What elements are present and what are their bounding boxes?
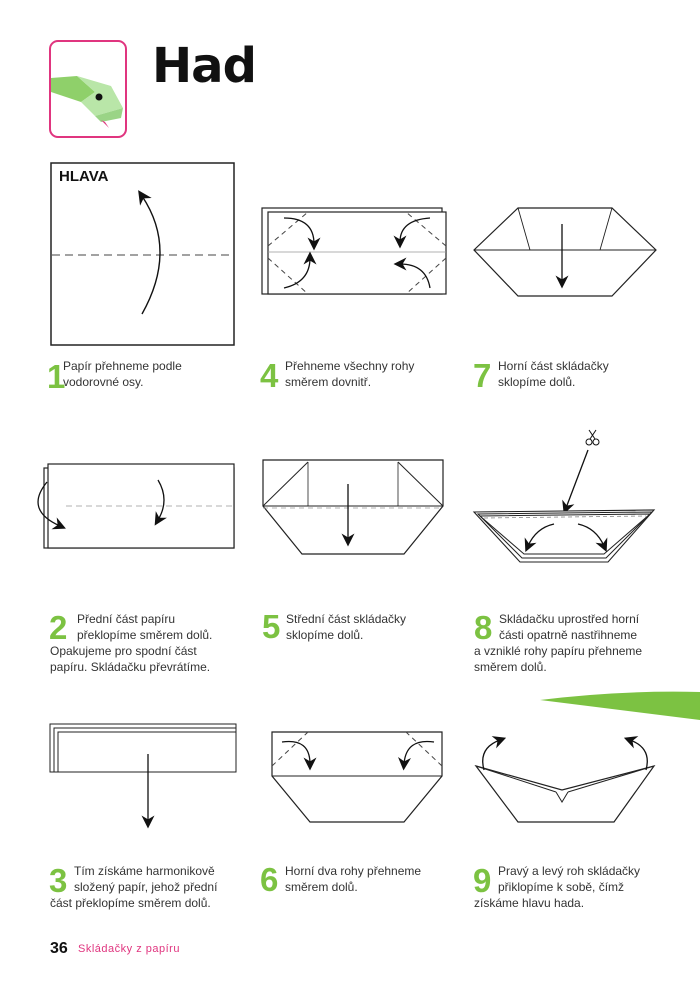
step-8-line: a vzniklé rohy papíru přehneme	[474, 644, 643, 658]
step-4-diagram	[258, 202, 448, 300]
step-9-line: získáme hlavu hada.	[474, 896, 585, 910]
page-number: 36	[50, 940, 68, 957]
step-4-line: Přehneme všechny rohy	[285, 359, 415, 373]
step-8-line: části opatrně nastřihneme	[499, 628, 638, 642]
snake-head-image	[51, 42, 125, 136]
step-5-line: Střední část skládačky	[286, 612, 407, 626]
step-3-line: část překlopíme směrem dolů.	[50, 896, 211, 910]
step-7-number: 7	[473, 357, 492, 394]
step-8-diagram	[470, 428, 660, 568]
step-1-number: 1	[47, 358, 66, 395]
step-8-number: 8	[474, 609, 493, 646]
step-7-line: sklopíme dolů.	[498, 375, 576, 389]
step-1-line: vodorovné osy.	[63, 375, 144, 389]
step-2-text	[50, 611, 250, 675]
step-9-line: Pravý a levý roh skládačky	[498, 864, 641, 878]
step-9-line: přiklopíme k sobě, čímž	[498, 880, 625, 894]
step-6-number: 6	[260, 861, 279, 898]
step-2-line: překlopíme směrem dolů.	[77, 628, 213, 642]
step-7-line: Horní část skládačky	[498, 359, 609, 373]
step-5-line: sklopíme dolů.	[286, 628, 364, 642]
step-3-line: složený papír, jehož přední	[74, 880, 218, 894]
step-2-diagram	[30, 460, 238, 552]
page-title: Had	[152, 38, 256, 94]
step-2-line: Opakujeme pro spodní část	[50, 644, 197, 658]
step-9-text	[474, 863, 689, 911]
step-8-line: Skládačku uprostřed horní	[499, 612, 640, 626]
step-6-diagram	[268, 728, 446, 828]
step-8-text	[474, 611, 689, 675]
step-7-diagram	[470, 204, 660, 300]
step-4-number: 4	[260, 357, 279, 394]
step-2-line: Přední část papíru	[77, 612, 176, 626]
step-6-text	[285, 863, 465, 895]
step-1-diagram	[50, 162, 236, 348]
head-label: HLAVA	[59, 168, 109, 185]
step-5-text	[286, 611, 466, 643]
step-4-line: směrem dovnitř.	[285, 375, 372, 389]
scissors-icon	[586, 430, 599, 445]
step-6-line: Horní dva rohy přehneme	[285, 864, 422, 878]
step-5-number: 5	[262, 608, 281, 645]
step-4-text	[285, 358, 465, 390]
step-3-number: 3	[49, 862, 68, 899]
step-9-number: 9	[473, 862, 492, 899]
step-1-text	[63, 358, 243, 390]
step-6-line: směrem dolů.	[285, 880, 358, 894]
footer-book-title: Skládačky z papíru	[78, 943, 180, 955]
step-2-number: 2	[49, 609, 68, 646]
step-3-text	[50, 863, 250, 911]
step-9-diagram	[470, 730, 660, 830]
step-3-diagram	[48, 720, 238, 830]
step-5-diagram	[258, 458, 448, 558]
step-7-text	[498, 358, 678, 390]
step-2-line: papíru. Skládačku převrátíme.	[50, 660, 211, 674]
step-3-line: Tím získáme harmonikově	[74, 864, 215, 878]
green-leaf-decoration	[540, 690, 700, 730]
snake-thumbnail	[49, 40, 127, 138]
step-8-line: směrem dolů.	[474, 660, 547, 674]
step-1-line: Papír přehneme podle	[63, 359, 182, 373]
